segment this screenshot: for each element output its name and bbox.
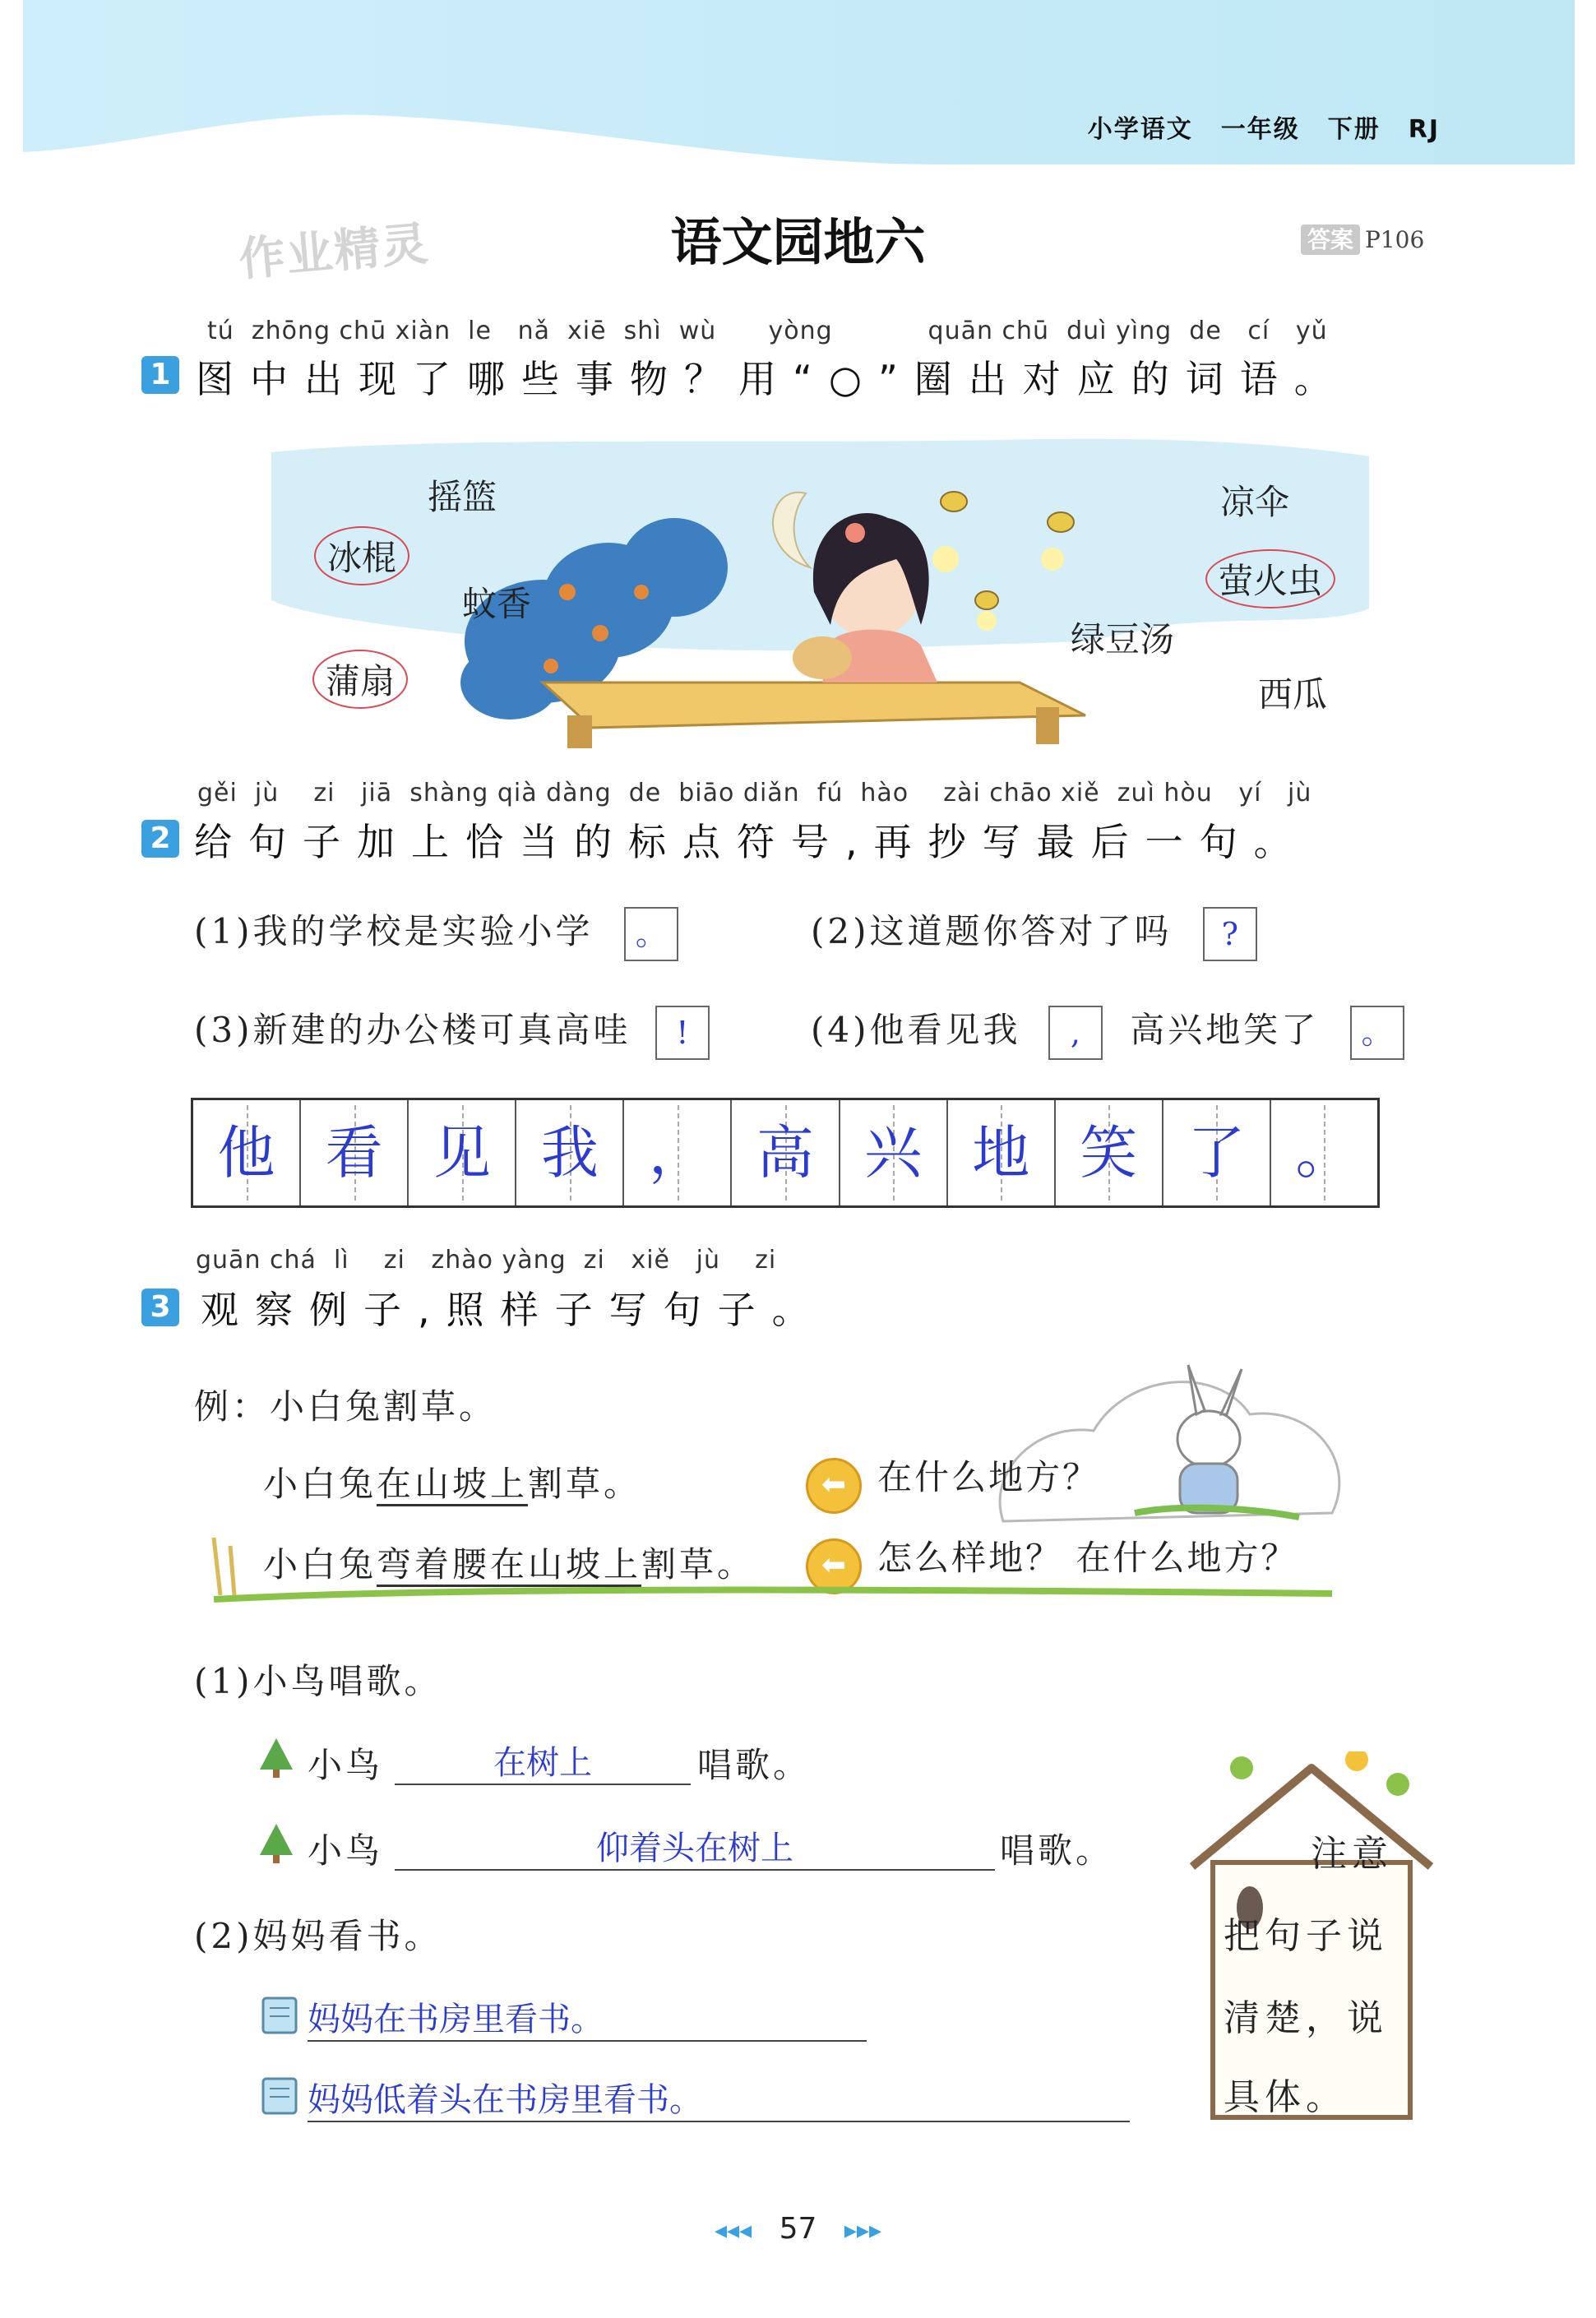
- q2-s1-text: (1)我的学校是实验小学: [194, 911, 594, 951]
- grid-cell: 笑: [1056, 1100, 1163, 1205]
- q2-sentence-1: [194, 905, 678, 961]
- q1-pinyin: tú zhōng chū xiàn le nǎ xiē shì wù yòng quān chū duì yìng de cí yǔ: [207, 317, 1328, 345]
- answer-page: P106: [1365, 226, 1425, 253]
- header-edition: RJ: [1408, 115, 1440, 144]
- arrow-left-icon: ⬅: [806, 1458, 862, 1514]
- answer-reference[interactable]: [1301, 222, 1424, 255]
- q2-s2-answer-box[interactable]: ?: [1203, 907, 1257, 961]
- q2-sentence-4: [811, 1003, 1404, 1060]
- grid-cell: 高: [732, 1100, 840, 1205]
- grid-cell: ，: [624, 1100, 732, 1205]
- watermark: 作业精灵: [237, 216, 432, 287]
- grid-cell: 看: [301, 1100, 409, 1205]
- q2-s4a-text: (4)他看见我: [811, 1010, 1021, 1050]
- word-xigua[interactable]: 西瓜: [1258, 674, 1328, 715]
- q3-number-badge: 3: [141, 1289, 179, 1326]
- q3-pinyin: guān chá lì zi zhào yàng zi xiě jù zi: [196, 1246, 777, 1275]
- notebook-icon: [260, 1993, 301, 2036]
- q3-example-label: 例：: [194, 1386, 271, 1427]
- header-volume: 下册: [1327, 115, 1381, 144]
- q2-sentence-2: [811, 905, 1257, 961]
- q2-s1-answer-box[interactable]: 。: [624, 907, 678, 961]
- page-number: 57: [779, 2212, 817, 2246]
- word-lvdoutang[interactable]: 绿豆汤: [1071, 619, 1175, 659]
- hint-text-2: 怎么样地？ 在什么地方？: [877, 1538, 1298, 1578]
- word-wenxiang[interactable]: 蚊香: [462, 584, 532, 624]
- q3-p1-a-answer-line[interactable]: 在树上: [395, 1737, 691, 1785]
- q3-example-sentence: 小白兔割草。: [270, 1386, 497, 1427]
- underlined-phrase: 弯着腰在山坡上: [377, 1544, 641, 1587]
- q3-p2-a-answer-line[interactable]: 妈妈在书房里看书。: [308, 1993, 867, 2042]
- copy-writing-grid[interactable]: [191, 1098, 1380, 1208]
- q1-instruction: 图中出现了哪些事物？用“○”圈出对应的词语。: [196, 357, 1349, 401]
- q2-s2-text: (2)这道题你答对了吗: [811, 911, 1173, 951]
- hint-text-1: 在什么地方？: [877, 1457, 1100, 1497]
- q2-sentence-3: [194, 1003, 710, 1060]
- q3-p1-b-suffix: 唱歌。: [1000, 1830, 1114, 1871]
- grid-cell: 了: [1163, 1100, 1271, 1205]
- q3-example-line-2: 小白兔弯着腰在山坡上割草。: [263, 1538, 755, 1587]
- grid-cell: 。: [1271, 1100, 1377, 1205]
- page-title: 语文园地六: [670, 212, 926, 272]
- page-footer: [0, 2212, 1596, 2246]
- tree-icon: [257, 1737, 296, 1779]
- word-yaolan[interactable]: 摇篮: [428, 477, 497, 517]
- underlined-phrase: 在山坡上: [377, 1464, 528, 1506]
- word-pushan-circled[interactable]: 蒲扇: [312, 650, 408, 709]
- grid-cell: 兴: [840, 1100, 948, 1205]
- q3-p1-a-prefix: 小鸟: [308, 1745, 384, 1785]
- word-binggun-circled[interactable]: 冰棍: [314, 526, 409, 585]
- q2-instruction: 给句子加上恰当的标点符号,再抄写最后一句。: [194, 820, 1308, 864]
- q1-number-badge: 1: [141, 356, 179, 394]
- answer-label: 答案: [1301, 224, 1360, 255]
- note-line-3: 具体。: [1224, 2076, 1347, 2118]
- q2-s4b-answer-box[interactable]: 。: [1350, 1006, 1404, 1060]
- note-line-1: 把句子说: [1224, 1915, 1388, 1957]
- notebook-icon: [260, 2074, 301, 2117]
- header-grade: 一年级: [1220, 115, 1300, 144]
- q3-instruction: 观察例子,照样子写句子。: [201, 1288, 826, 1332]
- q3-p1-a-suffix: 唱歌。: [697, 1745, 812, 1785]
- arrow-left-icon: ⬅: [806, 1538, 862, 1594]
- grid-cell: 他: [193, 1100, 301, 1205]
- q3-p2-prompt: (2)妈妈看书。: [194, 1916, 442, 1956]
- q2-s3-answer-box[interactable]: !: [655, 1006, 710, 1060]
- q3-p1-prompt: (1)小鸟唱歌。: [194, 1661, 442, 1701]
- header-book-info: [1060, 109, 1440, 145]
- q3-p1-b-answer-line[interactable]: 仰着头在树上: [395, 1822, 995, 1871]
- grid-cell: 地: [948, 1100, 1056, 1205]
- q2-s4a-answer-box[interactable]: ,: [1048, 1006, 1103, 1060]
- hint-row-1: [806, 1450, 1099, 1514]
- q3-example-base: [194, 1380, 497, 1429]
- q2-pinyin: gěi jù zi jiā shàng qià dàng de biāo diǎn fú hào zài chāo xiě zuì hòu yí jù: [197, 779, 1312, 807]
- q3-p2-b-answer-line[interactable]: 妈妈低着头在书房里看书。: [308, 2074, 1130, 2122]
- q3-p1-b-prefix: 小鸟: [308, 1830, 384, 1871]
- word-liangsan[interactable]: 凉伞: [1220, 482, 1290, 522]
- q3-example-line-1: 小白兔在山坡上割草。: [263, 1457, 641, 1506]
- grid-cell: 见: [409, 1100, 516, 1205]
- q2-s3-text: (3)新建的办公楼可真高哇: [194, 1010, 631, 1050]
- prev-page-icon[interactable]: ◂◂◂: [714, 2216, 752, 2245]
- tree-icon: [257, 1822, 296, 1865]
- header-subject: 小学语文: [1087, 115, 1193, 144]
- word-yinghuochong-circled[interactable]: 萤火虫: [1205, 549, 1335, 608]
- grid-cell: 我: [516, 1100, 624, 1205]
- q2-s4b-text: 高兴地笑了: [1130, 1010, 1320, 1050]
- note-title: 注意: [1311, 1833, 1393, 1875]
- q2-number-badge: 2: [141, 820, 179, 858]
- grass-divider: [197, 1529, 1340, 1612]
- note-line-2: 清楚，说: [1224, 1997, 1388, 2039]
- next-page-icon[interactable]: ▸▸▸: [844, 2216, 882, 2245]
